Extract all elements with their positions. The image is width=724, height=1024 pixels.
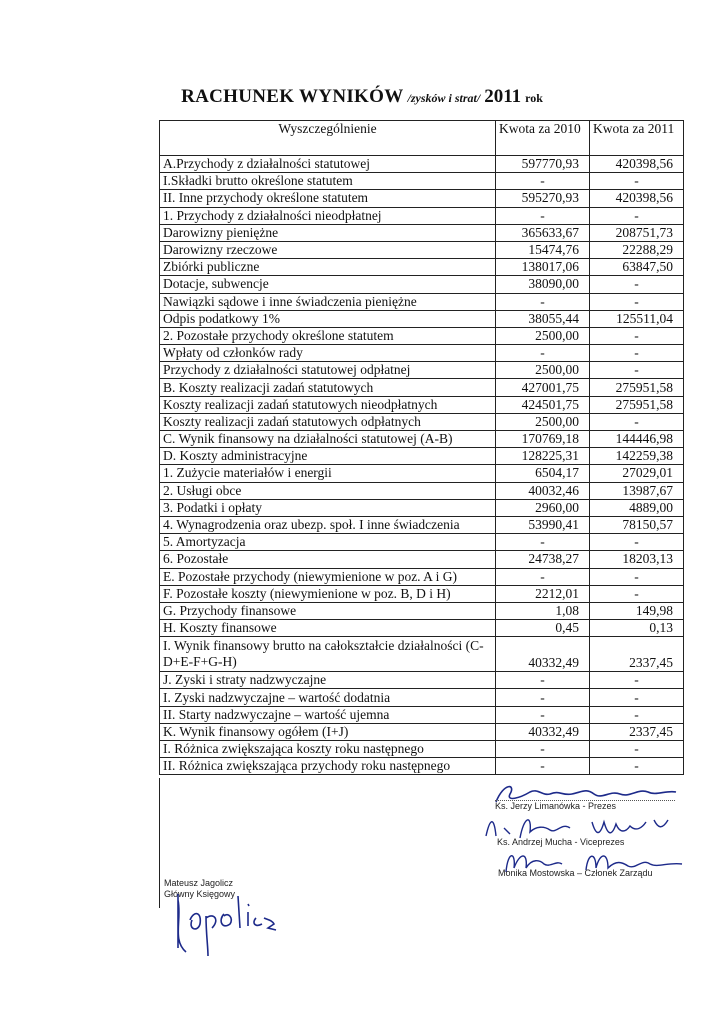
amount-2010-cell: 170769,18 <box>496 431 590 448</box>
table-row <box>160 620 684 637</box>
row-description: Nawiązki sądowe i inne świadczenia pieniężne <box>160 293 496 310</box>
table-row <box>160 173 684 190</box>
amount-2010-cell: 40332,49 <box>496 637 590 672</box>
signature-ksiegowy-role: Główny Księgowy <box>164 889 236 899</box>
amount-2011-cell: 22288,29 <box>590 241 684 258</box>
row-description: I. Różnica zwiększająca koszty roku następnego <box>160 741 496 758</box>
amount-2010-cell: 15474,76 <box>496 241 590 258</box>
amount-2011-cell: 78150,57 <box>590 516 684 533</box>
row-description: II. Inne przychody określone statutem <box>160 190 496 207</box>
table-row <box>160 362 684 379</box>
row-description: Koszty realizacji zadań statutowych odpłatnych <box>160 413 496 430</box>
amount-2011-cell: 18203,13 <box>590 551 684 568</box>
row-description: 1. Zużycie materiałów i energii <box>160 465 496 482</box>
table-row <box>160 551 684 568</box>
table-row <box>160 379 684 396</box>
signature-ksiegowy-scribble <box>168 890 278 970</box>
title-sub: /zysków i strat/ <box>407 91 481 105</box>
amount-2011-cell: 144446,98 <box>590 431 684 448</box>
amount-2010-cell: - <box>496 706 590 723</box>
row-description: G. Przychody finansowe <box>160 602 496 619</box>
row-description: Darowizny pieniężne <box>160 224 496 241</box>
amount-2010-cell: 0,45 <box>496 620 590 637</box>
amount-2010-cell: 2212,01 <box>496 585 590 602</box>
amount-2011-cell: - <box>590 276 684 293</box>
row-description: I. Zyski nadzwyczajne – wartość dodatnia <box>160 689 496 706</box>
amount-2010-cell: 1,08 <box>496 602 590 619</box>
table-row <box>160 207 684 224</box>
row-description: K. Wynik finansowy ogółem (I+J) <box>160 723 496 740</box>
document-title <box>0 86 724 108</box>
amount-2010-cell: 597770,93 <box>496 156 590 173</box>
signature-ksiegowy-name: Mateusz Jagolicz <box>164 878 234 888</box>
amount-2010-cell: 365633,67 <box>496 224 590 241</box>
amount-2010-cell: 24738,27 <box>496 551 590 568</box>
row-description: Odpis podatkowy 1% <box>160 310 496 327</box>
table-row <box>160 465 684 482</box>
amount-2010-cell: 2500,00 <box>496 327 590 344</box>
amount-2011-cell: 2337,45 <box>590 637 684 672</box>
table-row <box>160 293 684 310</box>
amount-2010-cell: - <box>496 758 590 775</box>
amount-2010-cell: 6504,17 <box>496 465 590 482</box>
title-year: 2011 <box>484 86 522 107</box>
table-row <box>160 259 684 276</box>
row-description: 3. Podatki i opłaty <box>160 499 496 516</box>
amount-2011-cell: - <box>590 741 684 758</box>
header-description: Wyszczególnienie <box>160 121 496 156</box>
signature-czlonek-label: Monika Mostowska – Członek Zarządu <box>498 868 653 878</box>
table-row <box>160 396 684 413</box>
table-row <box>160 327 684 344</box>
amount-2011-cell: 2337,45 <box>590 723 684 740</box>
row-description: 1. Przychody z działalności nieodpłatnej <box>160 207 496 224</box>
table-row <box>160 706 684 723</box>
table-row <box>160 516 684 533</box>
table-row <box>160 448 684 465</box>
title-main: RACHUNEK WYNIKÓW <box>181 86 404 107</box>
table-row <box>160 345 684 362</box>
amount-2011-cell: - <box>590 345 684 362</box>
amount-2010-cell: - <box>496 345 590 362</box>
table-row <box>160 723 684 740</box>
amount-2011-cell: - <box>590 568 684 585</box>
table-row <box>160 190 684 207</box>
row-description: A.Przychody z działalności statutowej <box>160 156 496 173</box>
table-row <box>160 310 684 327</box>
amount-2011-cell: - <box>590 327 684 344</box>
amount-2010-cell: 2500,00 <box>496 362 590 379</box>
amount-2010-cell: - <box>496 207 590 224</box>
table-row <box>160 637 684 672</box>
amount-2010-cell: 40332,49 <box>496 723 590 740</box>
row-description: B. Koszty realizacji zadań statutowych <box>160 379 496 396</box>
amount-2011-cell: 275951,58 <box>590 396 684 413</box>
amount-2011-cell: 149,98 <box>590 602 684 619</box>
amount-2010-cell: - <box>496 534 590 551</box>
amount-2011-cell: 420398,56 <box>590 156 684 173</box>
amount-2010-cell: 38055,44 <box>496 310 590 327</box>
amount-2010-cell: 427001,75 <box>496 379 590 396</box>
row-description: 2. Usługi obce <box>160 482 496 499</box>
amount-2010-cell: 53990,41 <box>496 516 590 533</box>
amount-2011-cell: 4889,00 <box>590 499 684 516</box>
row-description: Zbiórki publiczne <box>160 259 496 276</box>
amount-2011-cell: 420398,56 <box>590 190 684 207</box>
amount-2010-cell: - <box>496 672 590 689</box>
amount-2010-cell: 2960,00 <box>496 499 590 516</box>
amount-2011-cell: - <box>590 362 684 379</box>
row-description: Przychody z działalności statutowej odpłatnej <box>160 362 496 379</box>
row-description: F. Pozostałe koszty (niewymienione w poz. B, D i H) <box>160 585 496 602</box>
amount-2011-cell: - <box>590 706 684 723</box>
header-amount-2011: Kwota za 2011 <box>590 121 684 156</box>
row-description: II. Różnica zwiększająca przychody roku następnego <box>160 758 496 775</box>
amount-2011-cell: 275951,58 <box>590 379 684 396</box>
amount-2010-cell: - <box>496 173 590 190</box>
amount-2011-cell: 63847,50 <box>590 259 684 276</box>
table-row <box>160 568 684 585</box>
row-description: Dotacje, subwencje <box>160 276 496 293</box>
signature-area <box>159 778 684 908</box>
amount-2011-cell: - <box>590 534 684 551</box>
amount-2011-cell: - <box>590 672 684 689</box>
row-description: 4. Wynagrodzenia oraz ubezp. społ. I inne świadczenia <box>160 516 496 533</box>
row-description: 5. Amortyzacja <box>160 534 496 551</box>
amount-2011-cell: - <box>590 758 684 775</box>
amount-2011-cell: - <box>590 293 684 310</box>
row-description: I.Składki brutto określone statutem <box>160 173 496 190</box>
amount-2010-cell: - <box>496 568 590 585</box>
table-row <box>160 758 684 775</box>
row-description: H. Koszty finansowe <box>160 620 496 637</box>
amount-2011-cell: - <box>590 413 684 430</box>
amount-2011-cell: 142259,38 <box>590 448 684 465</box>
table-header-row <box>160 121 684 156</box>
row-description: D. Koszty administracyjne <box>160 448 496 465</box>
amount-2010-cell: 138017,06 <box>496 259 590 276</box>
table-row <box>160 499 684 516</box>
amount-2010-cell: - <box>496 741 590 758</box>
amount-2011-cell: - <box>590 207 684 224</box>
table-row <box>160 689 684 706</box>
amount-2011-cell: 0,13 <box>590 620 684 637</box>
table-row <box>160 672 684 689</box>
row-description: 6. Pozostałe <box>160 551 496 568</box>
amount-2011-cell: 208751,73 <box>590 224 684 241</box>
table-row <box>160 224 684 241</box>
table-row <box>160 585 684 602</box>
amount-2011-cell: 27029,01 <box>590 465 684 482</box>
row-description: E. Pozostałe przychody (niewymienione w poz. A i G) <box>160 568 496 585</box>
amount-2011-cell: - <box>590 689 684 706</box>
amount-2010-cell: 2500,00 <box>496 413 590 430</box>
amount-2010-cell: 424501,75 <box>496 396 590 413</box>
header-amount-2010: Kwota za 2010 <box>496 121 590 156</box>
signature-prezes-label: Ks. Jerzy Limanówka - Prezes <box>495 801 617 811</box>
table-body <box>160 156 684 775</box>
row-description: Darowizny rzeczowe <box>160 241 496 258</box>
amount-2010-cell: 128225,31 <box>496 448 590 465</box>
signature-wiceprezes-label: Ks. Andrzej Mucha - Viceprezes <box>497 837 625 847</box>
table-row <box>160 602 684 619</box>
financial-table <box>159 120 684 775</box>
table-row <box>160 741 684 758</box>
amount-2010-cell: - <box>496 689 590 706</box>
table-row <box>160 482 684 499</box>
table-row <box>160 413 684 430</box>
title-rok: rok <box>525 91 543 105</box>
row-description: I. Wynik finansowy brutto na całokształcie działalności (C-D+E-F+G-H) <box>160 637 496 672</box>
amount-2010-cell: 595270,93 <box>496 190 590 207</box>
table-row <box>160 241 684 258</box>
amount-2010-cell: - <box>496 293 590 310</box>
amount-2010-cell: 40032,46 <box>496 482 590 499</box>
amount-2011-cell: 13987,67 <box>590 482 684 499</box>
amount-2011-cell: - <box>590 173 684 190</box>
row-description: Wpłaty od członków rady <box>160 345 496 362</box>
row-description: 2. Pozostałe przychody określone statutem <box>160 327 496 344</box>
amount-2011-cell: 125511,04 <box>590 310 684 327</box>
row-description: II. Starty nadzwyczajne – wartość ujemna <box>160 706 496 723</box>
table-row <box>160 156 684 173</box>
row-description: C. Wynik finansowy na działalności statutowej (A-B) <box>160 431 496 448</box>
amount-2010-cell: 38090,00 <box>496 276 590 293</box>
table-row <box>160 431 684 448</box>
amount-2011-cell: - <box>590 585 684 602</box>
row-description: Koszty realizacji zadań statutowych nieodpłatnych <box>160 396 496 413</box>
row-description: J. Zyski i straty nadzwyczajne <box>160 672 496 689</box>
table-row <box>160 276 684 293</box>
table-row <box>160 534 684 551</box>
